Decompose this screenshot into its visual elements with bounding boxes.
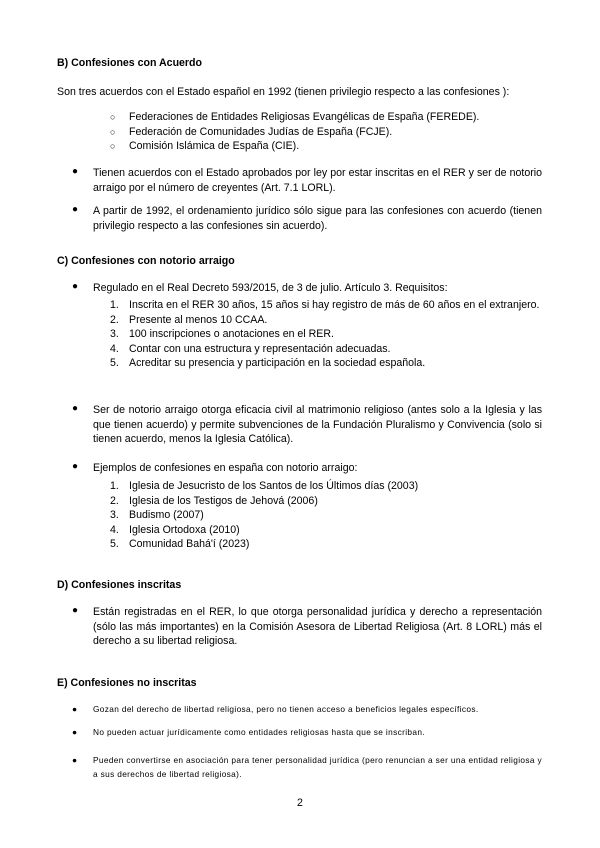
bullet-icon: ●: [72, 755, 78, 765]
list-item: 5. Comunidad Bahá'í (2023): [110, 538, 250, 551]
bullet-icon: ●: [72, 281, 79, 292]
list-item: 5. Acreditar su presencia y participación en la sociedad española.: [110, 357, 426, 370]
requirements-list: [110, 298, 542, 371]
bullet-icon: ●: [72, 403, 79, 414]
bullet-item: [72, 281, 542, 296]
section-c-title: C) Confesiones con notorio arraigo: [57, 255, 235, 267]
list-item: 2. Presente al menos 10 CCAA.: [110, 313, 268, 326]
list-item: 3. Budismo (2007): [110, 509, 204, 522]
page-number: 2: [297, 797, 303, 809]
bullet-item: [72, 166, 542, 195]
list-item: ○ Comisión Islámica de España (CIE).: [110, 140, 300, 153]
bullet-icon: ●: [72, 727, 78, 737]
section-b-intro: Son tres acuerdos con el Estado español en 1992 (tienen privilegio respecto a las confesiones ):: [57, 86, 510, 98]
bullet-item: [72, 605, 542, 649]
list-item: 4. Contar con una estructura y representación adecuadas.: [110, 342, 391, 355]
bullet-text: Ser de notorio arraigo otorga eficacia civil al matrimonio religioso (antes solo a la Iglesia y las que tienen acuerdo) y permite subvenciones de la Fundación Pluralismo y Convivencia (solo si tienen acuerdo, menos la Iglesia Católica).: [93, 404, 542, 445]
list-item: 2. Iglesia de los Testigos de Jehová (2006): [110, 494, 318, 507]
examples-list: [110, 479, 542, 552]
circle-bullet-icon: ○: [110, 126, 116, 137]
bullet-text: No pueden actuar jurídicamente como entidades religiosas hasta que se inscriban.: [93, 727, 425, 737]
bullet-text: Tienen acuerdos con el Estado aprobados por ley por estar inscritas en el RER y ser de notorio arraigo por el número de creyentes (Art. 7.1 LORL).: [93, 167, 542, 194]
bullet-icon: ●: [72, 461, 79, 472]
circle-bullet-icon: ○: [110, 141, 116, 152]
section-b-title: B) Confesiones con Acuerdo: [57, 57, 202, 69]
bullet-item: [72, 403, 542, 447]
list-item: 1. Inscrita en el RER 30 años, 15 años si hay registro de más de 60 años en el extranjero.: [110, 299, 540, 311]
bullet-text: A partir de 1992, el ordenamiento jurídico sólo sigue para las confesiones con acuerdo (tienen privilegio respecto a las confesiones sin acuerdo).: [93, 205, 542, 232]
list-item: 4. Iglesia Ortodoxa (2010): [110, 523, 240, 536]
bullet-icon: ●: [72, 166, 79, 177]
section-d-title: D) Confesiones inscritas: [57, 579, 182, 591]
bullet-icon: ●: [72, 204, 79, 215]
bullet-text: Están registradas en el RER, lo que otorga personalidad jurídica y derecho a representación (sólo las más importantes) en la Comisión Asesora de Libertad Religiosa (Art. 8 LORL) más el derecho a su libertad religiosa.: [93, 606, 542, 647]
list-item: 1. Iglesia de Jesucristo de los Santos de los Últimos días (2003): [110, 480, 419, 492]
bullet-text: Pueden convertirse en asociación para tener personalidad jurídica (pero renuncian a ser una entidad religiosa y a sus derechos de libertad religiosa).: [93, 755, 542, 779]
bullet-text: Ejemplos de confesiones en españa con notorio arraigo:: [93, 462, 358, 474]
bullet-item: [72, 461, 542, 476]
bullet-text: Gozan del derecho de libertad religiosa, pero no tienen acceso a beneficios legales específicos.: [93, 704, 479, 714]
list-item: ○ Federaciones de Entidades Religiosas Evangélicas de España (FEREDE).: [110, 111, 480, 123]
bullet-text: Regulado en el Real Decreto 593/2015, de 3 de julio. Artículo 3. Requisitos:: [93, 282, 448, 294]
bullet-item: [72, 726, 542, 740]
bullet-item: [72, 204, 542, 233]
bullet-item: [72, 703, 542, 717]
bullet-icon: ●: [72, 704, 78, 714]
bullet-item: [72, 754, 542, 781]
circle-bullet-icon: ○: [110, 112, 116, 122]
bullet-icon: ●: [72, 605, 79, 616]
section-e-title: E) Confesiones no inscritas: [57, 677, 197, 689]
list-item: 3. 100 inscripciones o anotaciones en el RER.: [110, 328, 334, 341]
list-item: ○ Federación de Comunidades Judías de España (FCJE).: [110, 125, 393, 138]
agreements-list: [110, 110, 479, 154]
